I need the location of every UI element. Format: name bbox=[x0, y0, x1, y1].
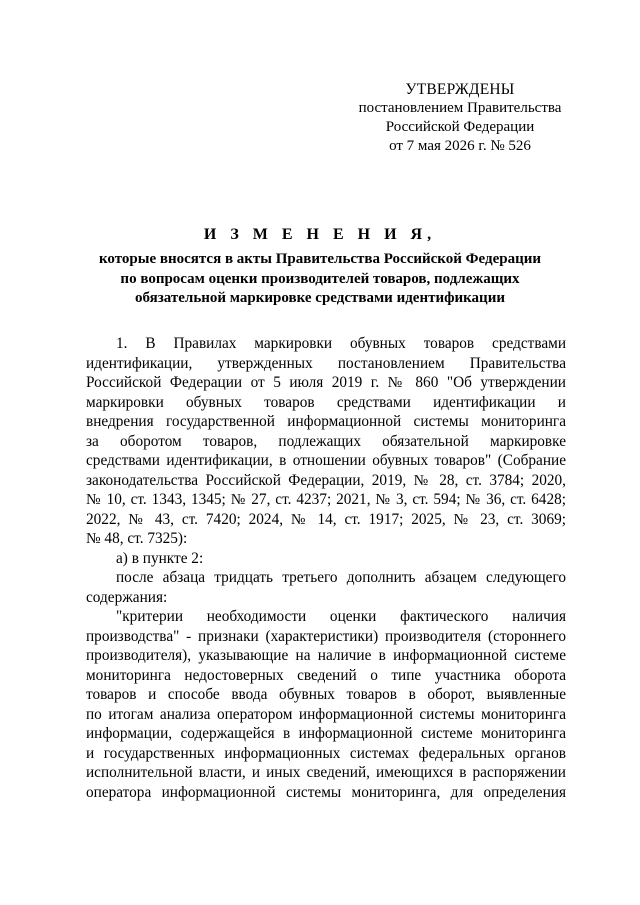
subtitle-line: по вопросам оценки производителей товаров, подлежащих bbox=[120, 270, 520, 287]
body-line: маркировки обувных товаров средствами идентификации и bbox=[86, 393, 566, 411]
approval-title: УТВЕРЖДЕНЫ bbox=[405, 81, 515, 98]
approval-stamp bbox=[340, 80, 580, 156]
subtitle-line: обязательной маркировке средствами идентификации bbox=[135, 290, 505, 306]
body-line: мониторинга недостоверных сведений о типе участника оборота bbox=[86, 666, 566, 684]
body-line: и государственных информационных системах федеральных органов bbox=[86, 744, 566, 762]
body-line: товаров и способе ввода обувных товаров в оборот, выявленные bbox=[86, 686, 566, 703]
body-line: Российской Федерации от 5 июля 2019 г. № 860 "Об утверждении bbox=[86, 374, 566, 391]
body-line: производства" - признаки (характеристики) производителя (стороннего bbox=[86, 627, 566, 645]
body-line: информации, содержащейся в информационной системе мониторинга bbox=[86, 725, 566, 742]
body-line: оператора информационной системы мониторинга, для определения bbox=[86, 783, 566, 801]
subtitle-line: которые вносятся в акты Правительства Российской Федерации bbox=[98, 251, 542, 267]
document-subtitle bbox=[70, 250, 570, 309]
body-line: законодательства Российской Федерации, 2019, № 28, ст. 3784; 2020, bbox=[86, 471, 566, 489]
body-line: 2022, № 43, ст. 7420; 2024, № 14, ст. 1917; 2025, № 23, ст. 3069; bbox=[86, 510, 566, 528]
body-line: средствами идентификации, в отношении обувных товаров" (Собрание bbox=[86, 452, 566, 469]
body-line: за оборотом товаров, подлежащих обязательной маркировке bbox=[86, 432, 566, 450]
body-line: производителя), указывающие на наличие в информационной системе bbox=[86, 647, 566, 664]
body-line: идентификации, утвержденных постановлением Правительства bbox=[86, 354, 566, 372]
body-line: после абзаца тридцать третьего дополнить абзацем следующего bbox=[116, 569, 566, 586]
document-body bbox=[86, 334, 566, 802]
body-line: 1. В Правилах маркировки обувных товаров средствами bbox=[116, 335, 566, 352]
approval-date-line: от 7 мая 2026 г. № 526 bbox=[389, 138, 531, 154]
approval-line: постановлением Правительства bbox=[358, 100, 562, 116]
document-title-block bbox=[70, 226, 570, 309]
body-line: а) в пункте 2: bbox=[116, 549, 204, 567]
document-heading: И З М Е Н Е Н И Я, bbox=[203, 226, 437, 243]
body-line: № 10, ст. 1343, 1345; № 27, ст. 4237; 2021, № 3, ст. 594; № 36, ст. 6428; bbox=[86, 491, 566, 508]
body-line: по итогам анализа оператором информационной системы мониторинга bbox=[86, 705, 566, 723]
body-line: исполнительной власти, и иных сведений, имеющихся в распоряжении bbox=[86, 764, 566, 781]
body-line: "критерии необходимости оценки фактического наличия bbox=[116, 608, 566, 625]
body-line: № 48, ст. 7325): bbox=[86, 530, 188, 547]
body-line: содержания: bbox=[86, 588, 168, 606]
body-line: внедрения государственной информационной системы мониторинга bbox=[86, 413, 566, 430]
approval-line: Российской Федерации bbox=[385, 119, 535, 135]
